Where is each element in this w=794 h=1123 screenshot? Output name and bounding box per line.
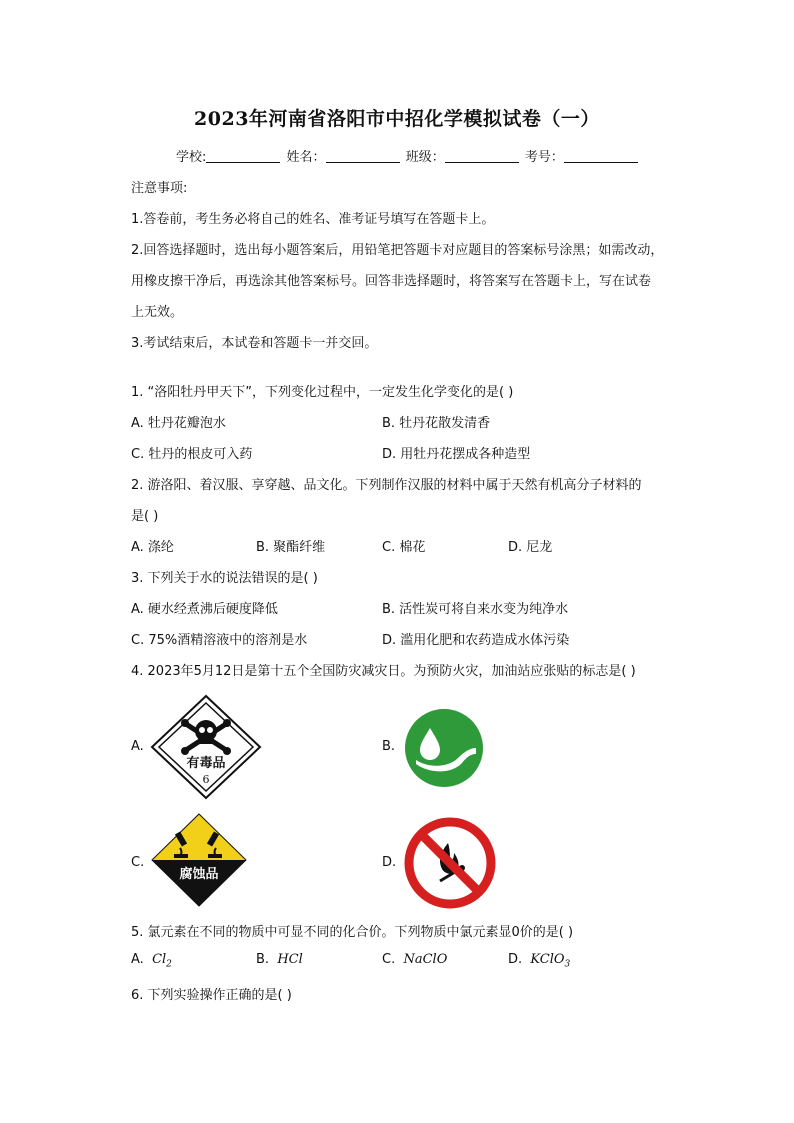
q4-option-c-label[interactable]: C. — [131, 855, 145, 870]
school-label: 学校: — [176, 150, 207, 165]
q2-stem-line-1: 2. 游洛阳、着汉服、享穿越、品文化。下列制作汉服的材料中属于天然有机高分子材料的 — [131, 478, 642, 493]
q3-option-a[interactable]: A. 硬水经煮沸后硬度降低 — [131, 602, 278, 617]
q1-stem: 1. “洛阳牡丹甲天下”，下列变化过程中，一定发生化学变化的是( ) — [131, 385, 514, 400]
q1-option-d[interactable]: D. 用牡丹花摆成各种造型 — [382, 447, 531, 462]
q5-option-c-label: C. — [382, 952, 396, 967]
q2-option-d[interactable]: D. 尼龙 — [508, 540, 553, 555]
q2-stem-line-2: 是( ) — [131, 509, 159, 524]
page-title: 2023年河南省洛阳市中招化学模拟试卷（一） — [194, 108, 600, 130]
q2-option-a[interactable]: A. 涤纶 — [131, 540, 174, 555]
q2-option-c[interactable]: C. 棉花 — [382, 540, 426, 555]
q5-option-b-label: B. — [256, 952, 270, 967]
q4-option-d-label[interactable]: D. — [382, 855, 397, 870]
student-info-row — [176, 146, 640, 165]
name-blank[interactable] — [326, 150, 400, 163]
school-blank[interactable] — [206, 150, 280, 163]
notes-heading: 注意事项: — [131, 181, 188, 196]
q5-option-c[interactable] — [382, 952, 447, 967]
q4-stem: 4. 2023年5月12日是第十五个全国防灾减灾日。为预防火灾，加油站应张贴的标志是( ) — [131, 664, 636, 679]
class-blank[interactable] — [445, 150, 519, 163]
q4-option-b-label[interactable]: B. — [382, 739, 396, 754]
q6-stem: 6. 下列实验操作正确的是( ) — [131, 988, 292, 1003]
no-fire-sign-icon[interactable] — [404, 817, 496, 909]
q3-stem: 3. 下列关于水的说法错误的是( ) — [131, 571, 318, 586]
q2-option-b[interactable]: B. 聚酯纤维 — [256, 540, 326, 555]
q5-option-a[interactable] — [131, 952, 172, 970]
q5-option-a-subscript: 2 — [166, 959, 172, 970]
q5-option-d-label: D. — [508, 952, 523, 967]
q5-option-d-formula: KClO — [530, 952, 565, 967]
corrosive-sign-icon[interactable] — [150, 812, 248, 908]
note-2-line-3: 上无效。 — [131, 305, 184, 320]
toxic-sign-icon[interactable] — [150, 694, 262, 800]
q3-option-d[interactable]: D. 滥用化肥和农药造成水体污染 — [382, 633, 570, 648]
q5-option-d-subscript: 3 — [564, 959, 571, 970]
note-2-line-1: 2.回答选择题时，选出每小题答案后，用铅笔把答题卡对应题目的答案标号涂黑；如需改动， — [131, 243, 664, 258]
q1-option-a[interactable]: A. 牡丹花瓣泡水 — [131, 416, 226, 431]
q3-option-b[interactable]: B. 活性炭可将自来水变为纯净水 — [382, 602, 569, 617]
water-saving-sign-icon[interactable] — [404, 708, 484, 788]
q3-option-c[interactable]: C. 75%酒精溶液中的溶剂是水 — [131, 633, 308, 648]
corrosive-sign-text: 腐蚀品 — [179, 867, 219, 882]
name-label: 姓名： — [286, 150, 326, 165]
note-1: 1.答卷前，考生务必将自己的姓名、准考证号填写在答题卡上。 — [131, 212, 495, 227]
q5-option-c-formula: NaClO — [403, 952, 448, 967]
q5-option-b-formula: HCl — [277, 952, 303, 967]
q4-option-a-label[interactable]: A. — [131, 739, 144, 754]
toxic-sign-text: 有毒品 — [186, 756, 226, 771]
class-label: 班级： — [405, 150, 445, 165]
exam-no-label: 考号： — [524, 150, 564, 165]
note-2-line-2: 用橡皮擦干净后，再选涂其他答案标号。回答非选择题时，将答案写在答题卡上，写在试卷 — [131, 274, 652, 289]
q5-option-d[interactable] — [508, 952, 570, 970]
note-3: 3.考试结束后，本试卷和答题卡一并交回。 — [131, 336, 378, 351]
q1-option-b[interactable]: B. 牡丹花散发清香 — [382, 416, 491, 431]
q5-option-b[interactable] — [256, 952, 303, 967]
q5-option-a-formula: Cl — [152, 952, 167, 967]
toxic-sign-number: 6 — [202, 773, 210, 786]
exam-no-blank[interactable] — [564, 150, 638, 163]
q5-stem: 5. 氯元素在不同的物质中可显不同的化合价。下列物质中氯元素显0价的是( ) — [131, 925, 574, 940]
q1-option-c[interactable]: C. 牡丹的根皮可入药 — [131, 447, 253, 462]
q5-option-a-label: A. — [131, 952, 144, 967]
